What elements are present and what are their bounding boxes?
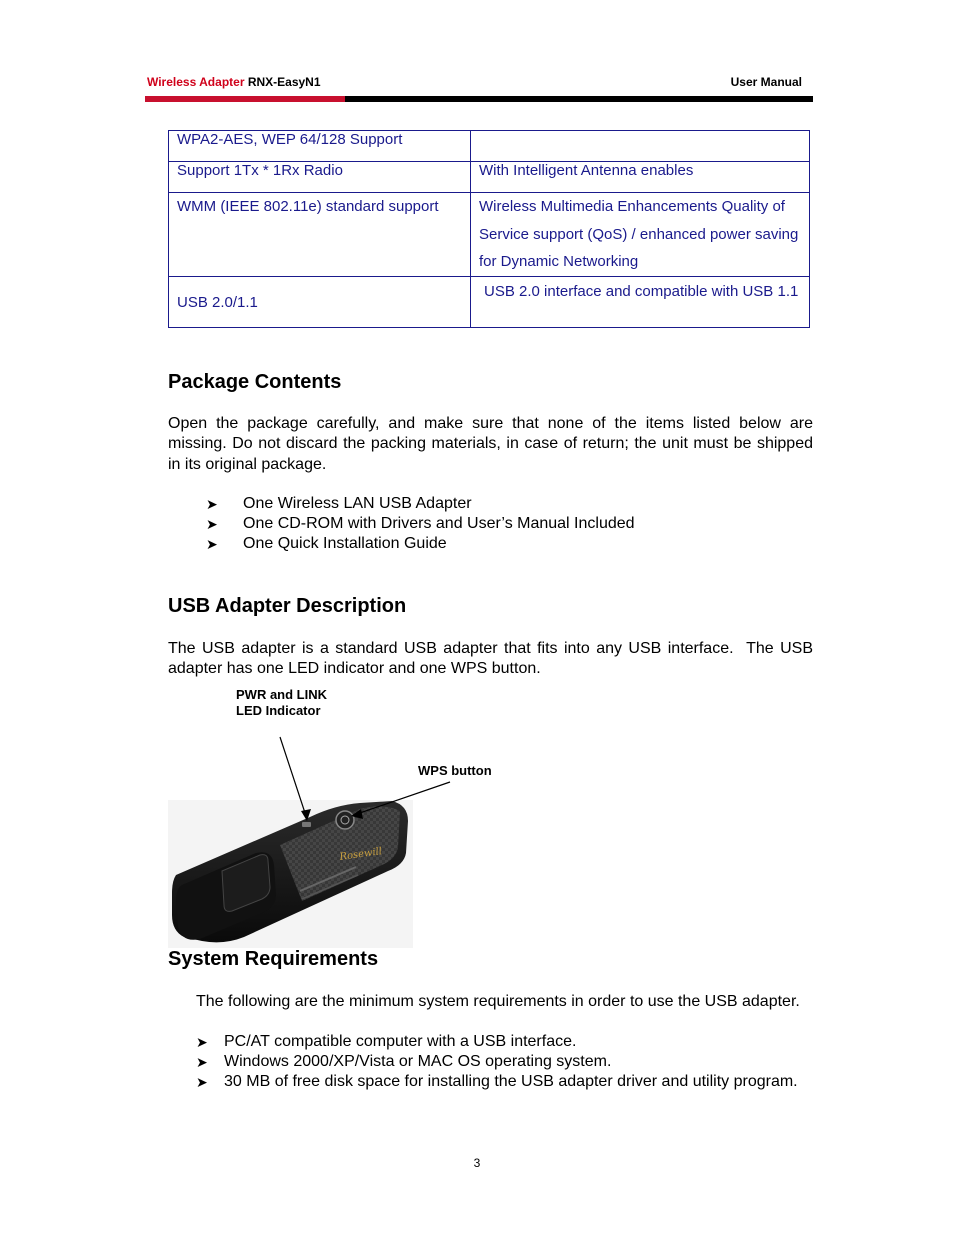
bullet-arrow-icon: ➤ bbox=[196, 1034, 208, 1050]
package-contents-intro: Open the package carefully, and make sure that none of the items listed below are missing. Do not discard the packing materials, in case of return; the unit must be shipped in its original package. bbox=[168, 415, 813, 473]
list-item bbox=[206, 494, 806, 514]
rosewill-logo: Rosewill bbox=[338, 846, 383, 863]
description-cell: Wireless Multimedia Enhancements Quality of Service support (QoS) / enhanced power saving for Dynamic Networking bbox=[471, 193, 810, 277]
header-model: RNX-EasyN1 bbox=[247, 75, 321, 89]
system-requirements-heading: System Requirements bbox=[168, 948, 379, 970]
led-indicator-label bbox=[236, 687, 327, 719]
list-item-text: One Quick Installation Guide bbox=[243, 535, 447, 552]
feature-cell: USB 2.0/1.1 bbox=[169, 277, 471, 328]
table-row bbox=[169, 131, 810, 162]
bullet-arrow-icon: ➤ bbox=[196, 1074, 208, 1090]
led-indicator-icon bbox=[302, 822, 311, 827]
usb-description-text: The USB adapter is a standard USB adapter that fits into any USB interface. The USB adapter has one LED indicator and one WPS button. bbox=[168, 640, 818, 678]
list-item bbox=[196, 1032, 813, 1052]
header-brand: Wireless Adapter bbox=[147, 75, 245, 89]
description-cell bbox=[471, 131, 810, 162]
wps-button-label: WPS button bbox=[418, 763, 492, 778]
header-doc-type: User Manual bbox=[730, 75, 802, 89]
feature-cell: Support 1Tx * 1Rx Radio bbox=[169, 162, 471, 193]
description-cell: With Intelligent Antenna enables bbox=[471, 162, 810, 193]
list-item bbox=[196, 1052, 813, 1072]
bullet-arrow-icon: ➤ bbox=[196, 1054, 208, 1070]
page-number: 3 bbox=[473, 1156, 481, 1170]
led-label-line2: LED Indicator bbox=[236, 703, 321, 718]
list-item-text: PC/AT compatible computer with a USB interface. bbox=[224, 1033, 577, 1050]
bullet-arrow-icon: ➤ bbox=[206, 516, 218, 532]
table-row bbox=[169, 277, 810, 328]
system-requirements-list bbox=[196, 1032, 813, 1092]
usb-description-heading: USB Adapter Description bbox=[168, 595, 407, 617]
header-product bbox=[147, 75, 321, 89]
package-contents-list bbox=[206, 494, 806, 554]
feature-cell: WMM (IEEE 802.11e) standard support bbox=[169, 193, 471, 277]
table-row bbox=[169, 193, 810, 277]
description-cell: USB 2.0 interface and compatible with USB 1.1 bbox=[471, 277, 810, 328]
list-item bbox=[206, 514, 806, 534]
list-item-text: Windows 2000/XP/Vista or MAC OS operating system. bbox=[224, 1053, 612, 1070]
bullet-arrow-icon: ➤ bbox=[206, 496, 218, 512]
list-item-text: One Wireless LAN USB Adapter bbox=[243, 495, 472, 512]
feature-table bbox=[168, 130, 810, 328]
header-rule-red bbox=[145, 96, 345, 102]
list-item-text: One CD-ROM with Drivers and User’s Manual Included bbox=[243, 515, 635, 532]
list-item bbox=[206, 534, 806, 554]
bullet-arrow-icon: ➤ bbox=[206, 536, 218, 552]
wps-button-icon bbox=[336, 811, 354, 829]
list-item-text: 30 MB of free disk space for installing the USB adapter driver and utility program. bbox=[224, 1073, 798, 1090]
list-item bbox=[196, 1072, 813, 1092]
header-rule-black bbox=[345, 96, 813, 102]
usb-adapter-figure bbox=[160, 725, 520, 950]
feature-cell: WPA2-AES, WEP 64/128 Support bbox=[169, 131, 471, 162]
table-row bbox=[169, 162, 810, 193]
package-contents-heading: Package Contents bbox=[168, 371, 342, 393]
system-requirements-intro: The following are the minimum system requirements in order to use the USB adapter. bbox=[196, 993, 800, 1010]
led-label-line1: PWR and LINK bbox=[236, 687, 327, 702]
